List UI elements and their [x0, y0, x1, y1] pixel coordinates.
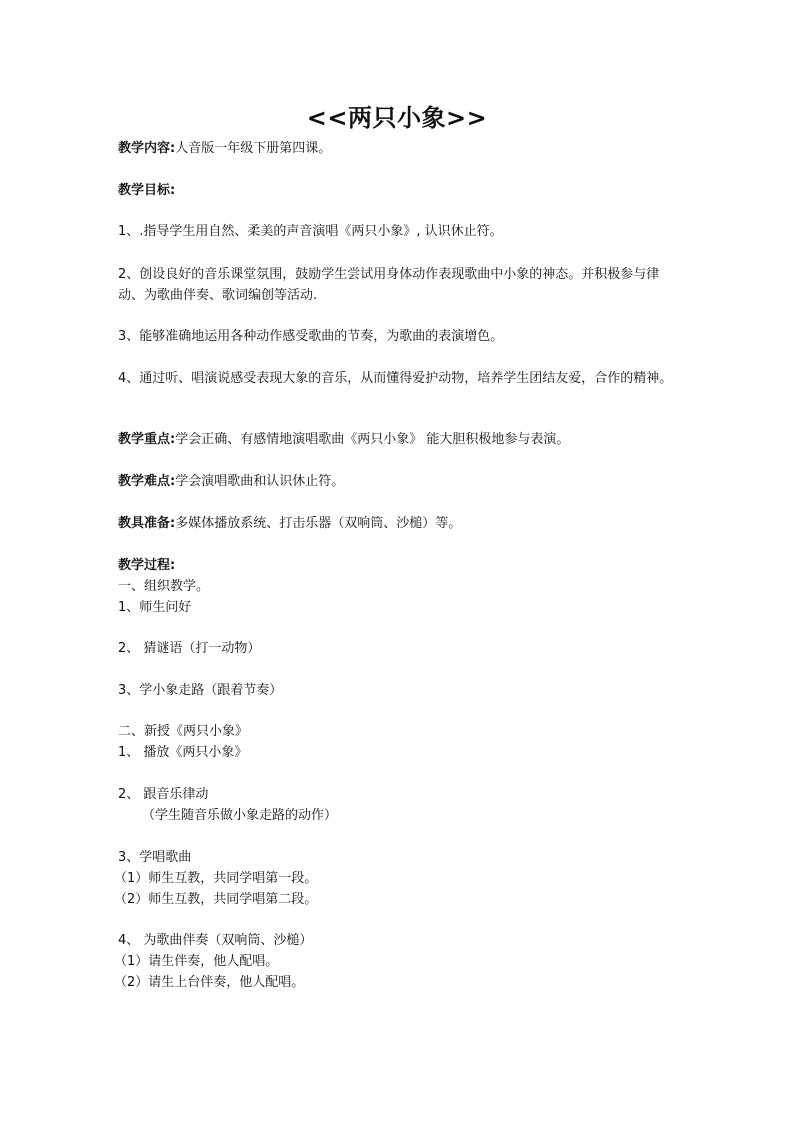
materials-value: 多媒体播放系统、打击乐器（双响筒、沙槌）等。: [175, 516, 462, 531]
section1-step-3: 3、学小象走路（跟着节奏）: [118, 683, 283, 698]
content-line: [118, 138, 678, 159]
difficulty-value: 学会演唱歌曲和认识休止符。: [175, 474, 345, 489]
key-point-label: 教学重点:: [118, 432, 176, 447]
section1-step-1: 1、师生问好: [118, 600, 192, 615]
objective-item-3: 3、能够准确地运用各种动作感受歌曲的节奏，为歌曲的表演增色。: [118, 329, 504, 344]
section2-step-3-item-2: （2）师生互教，共同学唱第二段。: [114, 892, 318, 907]
materials-line: [118, 513, 678, 534]
document-title: <<两只小象>>: [306, 104, 488, 132]
content-value: 人音版一年级下册第四课。: [175, 141, 332, 156]
objective-item-1: 1、.指导学生用自然、柔美的声音演唱《两只小象》, 认识休止符。: [118, 224, 503, 239]
section1-step-2: 2、 猜谜语（打一动物）: [118, 641, 261, 656]
key-point-value: 学会正确、有感情地演唱歌曲《两只小象》 能大胆积极地参与表演。: [175, 432, 570, 447]
difficulty-line: [118, 471, 678, 492]
objective-item-4: 4、通过听、唱演说感受表现大象的音乐，从而懂得爱护动物，培养学生团结友爱，合作的精神。: [118, 371, 673, 386]
objective-item-2: 2、创设良好的音乐课堂氛围，鼓励学生尝试用身体动作表现歌曲中小象的神态。并积极参与律动、为歌曲伴奏、歌词编创等活动.: [118, 267, 660, 303]
content-label: 教学内容:: [118, 141, 176, 156]
section2-step-1: 1、 播放《两只小象》: [118, 745, 248, 760]
section2-step-4: 4、 为歌曲伴奏（双响筒、沙槌）: [118, 933, 313, 948]
process-heading: 教学过程:: [118, 558, 176, 573]
section2-step-2: 2、 跟音乐律动: [118, 787, 209, 802]
section1-title: 一、组织教学。: [118, 579, 210, 594]
difficulty-label: 教学难点:: [118, 474, 176, 489]
section2-step-4-item-1: （1）请生伴奏，他人配唱。: [114, 954, 279, 969]
section2-step-2-note: （学生随音乐做小象走路的动作）: [142, 808, 338, 823]
section2-title: 二、新授《两只小象》: [118, 724, 249, 739]
objectives-heading: 教学目标:: [118, 183, 176, 198]
section2-step-3-item-1: （1）师生互教，共同学唱第一段。: [114, 871, 318, 886]
materials-label: 教具准备:: [118, 516, 176, 531]
section2-step-3: 3、学唱歌曲: [118, 850, 192, 865]
section2-step-4-item-2: （2）请生上台伴奏，他人配唱。: [114, 975, 305, 990]
key-point-line: [118, 429, 678, 450]
